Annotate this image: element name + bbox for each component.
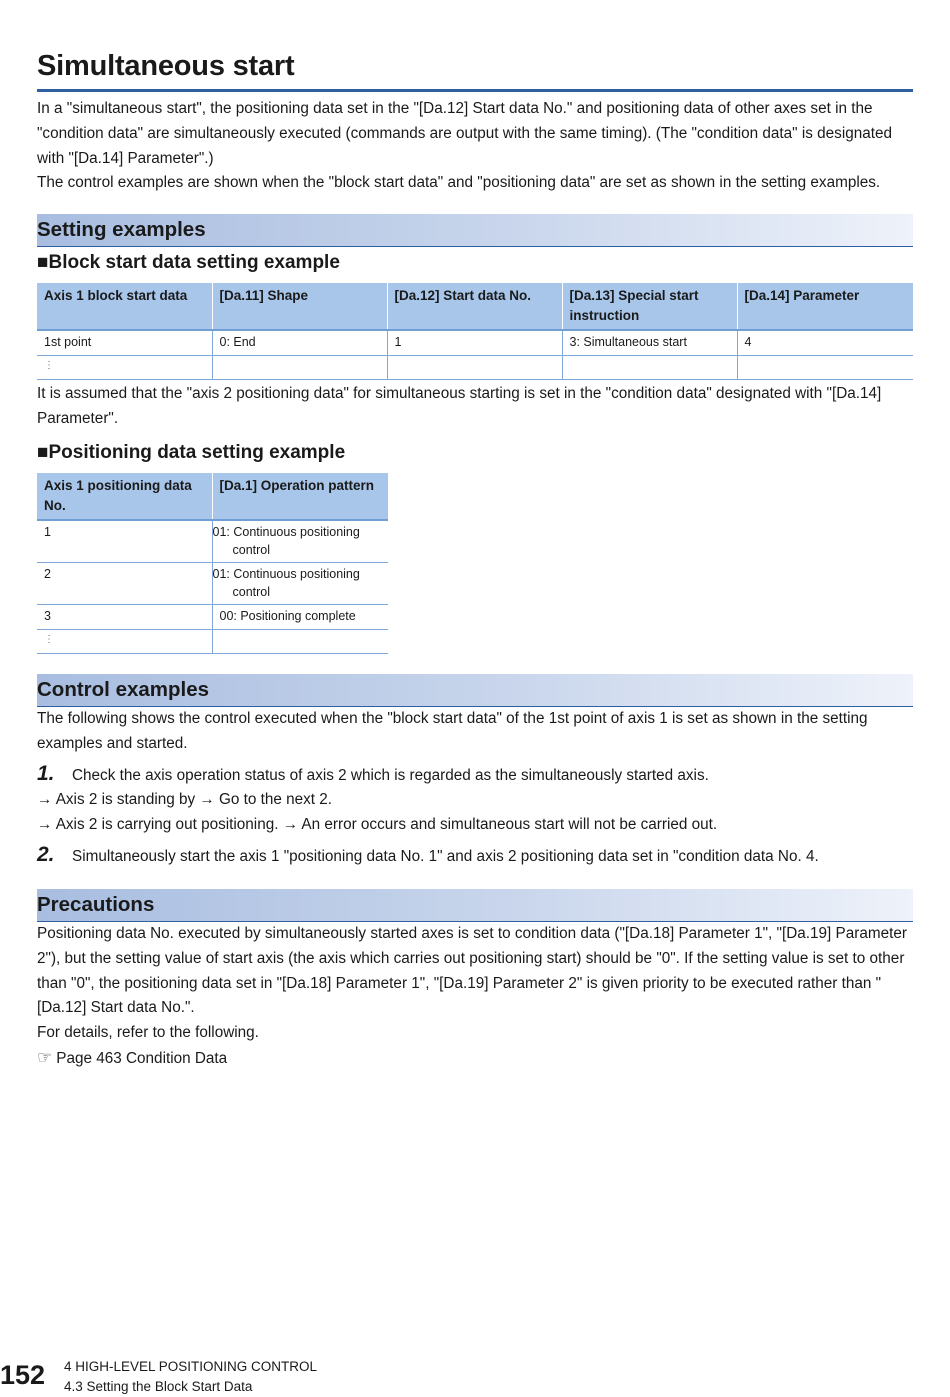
column-header: [Da.13] Special start instruction: [562, 283, 737, 330]
positioning-data-table: [37, 473, 388, 654]
table-row: [37, 355, 913, 379]
setting-examples-heading: Setting examples: [37, 214, 913, 247]
step-number: 2.: [37, 843, 55, 866]
intro-text: [37, 97, 917, 196]
column-header: [Da.14] Parameter: [737, 283, 913, 330]
table-row: [37, 330, 913, 355]
precautions-text: Positioning data No. executed by simultaneously started axes is set to condition data ("[Da.18] Parameter 1", "[Da.19] Parameter 2"), but the setting value of start axis (the axis which carries out positioning start) should be "0". If the setting value is set to other than "0", the positioning data set in "[Da.18] Parameter 1", "[Da.19] Parameter 2" is given priority to be executed rather than "[Da.12] Start data No.".: [37, 925, 907, 1017]
table-cell: 2: [37, 563, 212, 605]
column-header: [Da.12] Start data No.: [387, 283, 562, 330]
step-1: [37, 762, 917, 788]
table-cell: ⋮: [37, 355, 212, 379]
control-examples-text: The following shows the control executed when the "block start data" of the 1st point of axis 1 is set as shown in the setting examples and started.: [37, 710, 868, 752]
table-cell: 4: [737, 330, 913, 355]
precautions-heading: Precautions: [37, 889, 913, 922]
table-cell: [737, 355, 913, 379]
reference-link-text[interactable]: Page 463 Condition Data: [56, 1050, 228, 1067]
table-row: [37, 563, 388, 605]
intro-paragraph-1: In a "simultaneous start", the positioning data set in the "[Da.12] Start data No." and positioning data of other axes set in the "condition data" are simultaneously executed (commands are output with the same timing). (The "condition data" is designated with "[Da.14] Parameter".): [37, 100, 893, 167]
table-row: [37, 520, 388, 563]
footer-section-title: 4.3 Setting the Block Start Data: [64, 1379, 253, 1394]
step-number: 1.: [37, 762, 55, 785]
table-cell: 01: Continuous positioning control: [212, 520, 388, 563]
step-1-branch-standing: → Axis 2 is standing by → Go to the next 2.: [37, 791, 333, 808]
table-row: [37, 629, 388, 653]
column-header: Axis 1 positioning data No.: [37, 473, 212, 520]
table-cell: [387, 355, 562, 379]
table-cell: 0: End: [212, 330, 387, 355]
pointing-hand-icon: ☞: [37, 1048, 53, 1067]
table-cell: 01: Continuous positioning control: [212, 563, 388, 605]
title-rule: [37, 89, 913, 92]
table-header-row: [37, 283, 913, 330]
table-cell: 1: [387, 330, 562, 355]
footer-chapter: [64, 1357, 317, 1397]
block-start-table: [37, 283, 913, 380]
table-header-row: [37, 473, 388, 520]
block-start-note: It is assumed that the "axis 2 positioning data" for simultaneous starting is set in the "condition data" designated with "[Da.14] Parameter".: [37, 385, 882, 427]
reference-link[interactable]: [37, 1046, 917, 1072]
step-2: [37, 843, 917, 869]
table-row: [37, 605, 388, 630]
page-title: Simultaneous start: [37, 50, 295, 82]
control-examples-heading: Control examples: [37, 674, 913, 707]
table-cell: [212, 629, 388, 653]
positioning-data-subheading: ■Positioning data setting example: [37, 442, 346, 463]
page-number: 152: [0, 1360, 46, 1390]
column-header: [Da.11] Shape: [212, 283, 387, 330]
precautions-details: For details, refer to the following.: [37, 1024, 259, 1041]
table-cell: 00: Positioning complete: [212, 605, 388, 630]
step-text: Simultaneously start the axis 1 "positioning data No. 1" and axis 2 positioning data set in "condition data No. 4.: [72, 848, 819, 865]
column-header: [Da.1] Operation pattern: [212, 473, 388, 520]
column-header: Axis 1 block start data: [37, 283, 212, 330]
table-cell: [562, 355, 737, 379]
table-cell: 1st point: [37, 330, 212, 355]
table-cell: 3: [37, 605, 212, 630]
step-text: Check the axis operation status of axis 2 which is regarded as the simultaneously started axis.: [72, 767, 709, 784]
footer-chapter-title: 4 HIGH-LEVEL POSITIONING CONTROL: [64, 1359, 318, 1374]
table-cell: [212, 355, 387, 379]
table-cell: ⋮: [37, 629, 212, 653]
block-start-subheading: ■Block start data setting example: [37, 252, 340, 273]
table-cell: 3: Simultaneous start: [562, 330, 737, 355]
intro-paragraph-2: The control examples are shown when the "block start data" and "positioning data" are set as shown in the setting examples.: [37, 174, 881, 192]
table-cell: 1: [37, 520, 212, 563]
step-1-branch-positioning: → Axis 2 is carrying out positioning. → An error occurs and simultaneous start will not be carried out.: [37, 816, 718, 833]
